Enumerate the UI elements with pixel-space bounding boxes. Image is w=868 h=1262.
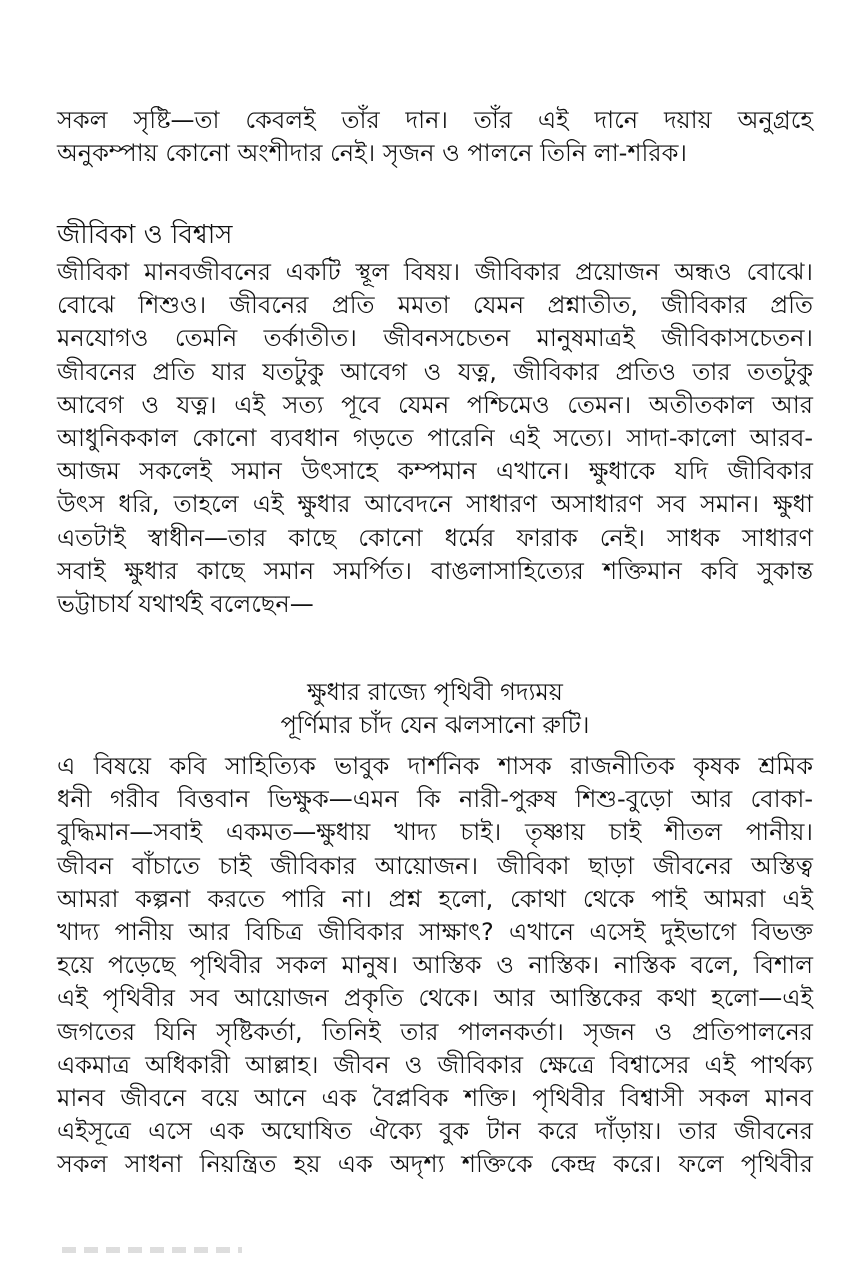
paragraph1-line: বোঝে শিশুও। জীবনের প্রতি মমতা যেমন প্রশ্নাতীত, জীবিকার প্রতি xyxy=(57,291,813,320)
paragraph2-line: বুদ্ধিমান—সবাই একমত—ক্ষুধায় খাদ্য চাই। তৃষ্ণায় চাই শীতল পানীয়। xyxy=(57,818,813,847)
paragraph2-line: এ বিষয়ে কবি সাহিত্যিক ভাবুক দার্শনিক শাসক রাজনীতিক কৃষক শ্রমিক xyxy=(57,752,813,780)
paragraph2-line: হয়ে পড়েছে পৃথিবীর সকল মানুষ। আস্তিক ও নাস্তিক। নাস্তিক বলে, বিশাল xyxy=(57,951,813,980)
paragraph1-line: সবাই ক্ষুধার কাছে সমান সমর্পিত। বাঙলাসাহিত্যের শক্তিমান কবি সুকান্ত xyxy=(57,556,813,585)
paragraph2-line: জীবন বাঁচাতে চাই জীবিকার আয়োজন। জীবিকা ছাড়া জীবনের অস্তিত্ব xyxy=(57,851,813,880)
paragraph1-line: জীবিকা মানবজীবনের একটি স্থূল বিষয়। জীবিকার প্রয়োজন অন্ধও বোঝে। xyxy=(57,258,813,286)
paragraph1-line: আজম সকলেই সমান উৎসাহে কম্পমান এখানে। ক্ষুধাকে যদি জীবিকার xyxy=(57,457,813,486)
paragraph2-line: আমরা কল্পনা করতে পারি না। প্রশ্ন হলো, কোথা থেকে পাই আমরা এই xyxy=(57,884,813,913)
paragraph-belief xyxy=(57,750,813,1182)
intro-line-2: অনুকম্পায় কোনো অংশীদার নেই। সৃজন ও পালনে তিনি লা-শরিক। xyxy=(57,139,687,168)
verse-line-1: ক্ষুধার রাজ্যে পৃথিবী গদ্যময় xyxy=(307,678,563,706)
paragraph1-line: আবেগ ও যত্ন। এই সত্য পূবে যেমন পশ্চিমেও তেমন। অতীতকাল আর xyxy=(57,390,813,419)
paragraph2-line: জগতের যিনি সৃষ্টিকর্তা, তিনিই তার পালনকর্তা। সৃজন ও প্রতিপালনের xyxy=(57,1017,813,1046)
paragraph2-line: খাদ্য পানীয় আর বিচিত্র জীবিকার সাক্ষাৎ? এখানে এসেই দুইভাগে বিভক্ত xyxy=(57,918,813,947)
page-footer-mark xyxy=(62,1247,242,1253)
paragraph1-line: আধুনিককাল কোনো ব্যবধান গড়তে পারেনি এই সত্যে। সাদা-কালো আরব- xyxy=(57,424,813,453)
intro-line-1: সকল সৃষ্টি—তা কেবলই তাঁর দান। তাঁর এই দানে দয়ায় অনুগ্রহে xyxy=(57,106,813,134)
section-heading: জীবিকা ও বিশ্বাস xyxy=(57,220,233,250)
paragraph1-line: এতটাই স্বাধীন—তার কাছে কোনো ধর্মের ফারাক নেই। সাধক সাধারণ xyxy=(57,523,813,552)
paragraph1-line: উৎস ধরি, তাহলে এই ক্ষুধার আবেদনে সাধারণ অসাধারণ সব সমান। ক্ষুধা xyxy=(57,490,813,519)
paragraph2-line: মানব জীবনে বয়ে আনে এক বৈপ্লবিক শক্তি। পৃথিবীর বিশ্বাসী সকল মানব xyxy=(57,1084,813,1113)
paragraph1-line: ভট্টাচার্য যথার্থই বলেছেন— xyxy=(57,590,314,619)
paragraph2-line: এইসূত্রে এসে এক অঘোষিত ঐক্যে বুক টান করে দাঁড়ায়। তার জীবনের xyxy=(57,1117,813,1146)
verse-line-2: পূর্ণিমার চাঁদ যেন ঝলসানো রুটি। xyxy=(280,711,590,739)
paragraph2-line: ধনী গরীব বিত্তবান ভিক্ষুক—এমন কি নারী-পুরুষ শিশু-বুড়ো আর বোকা- xyxy=(57,785,813,814)
paragraph2-line: একমাত্র অধিকারী আল্লাহ। জীবন ও জীবিকার ক্ষেত্রে বিশ্বাসের এই পার্থক্য xyxy=(57,1050,813,1079)
verse-quote xyxy=(57,676,813,742)
intro-paragraph xyxy=(57,104,813,170)
paragraph1-line: মনযোগও তেমনি তর্কাতীত। জীবনসচেতন মানুষমাত্রই জীবিকাসচেতন। xyxy=(57,324,813,353)
paragraph2-line: এই পৃথিবীর সব আয়োজন প্রকৃতি থেকে। আর আস্তিকের কথা হলো—এই xyxy=(57,984,813,1013)
paragraph1-line: জীবনের প্রতি যার যতটুকু আবেগ ও যত্ন, জীবিকার প্রতিও তার ততটুকু xyxy=(57,357,813,386)
paragraph2-line: সকল সাধনা নিয়ন্ত্রিত হয় এক অদৃশ্য শক্তিকে কেন্দ্র করে। ফলে পৃথিবীর xyxy=(57,1150,813,1179)
paragraph-livelihood xyxy=(57,256,813,621)
